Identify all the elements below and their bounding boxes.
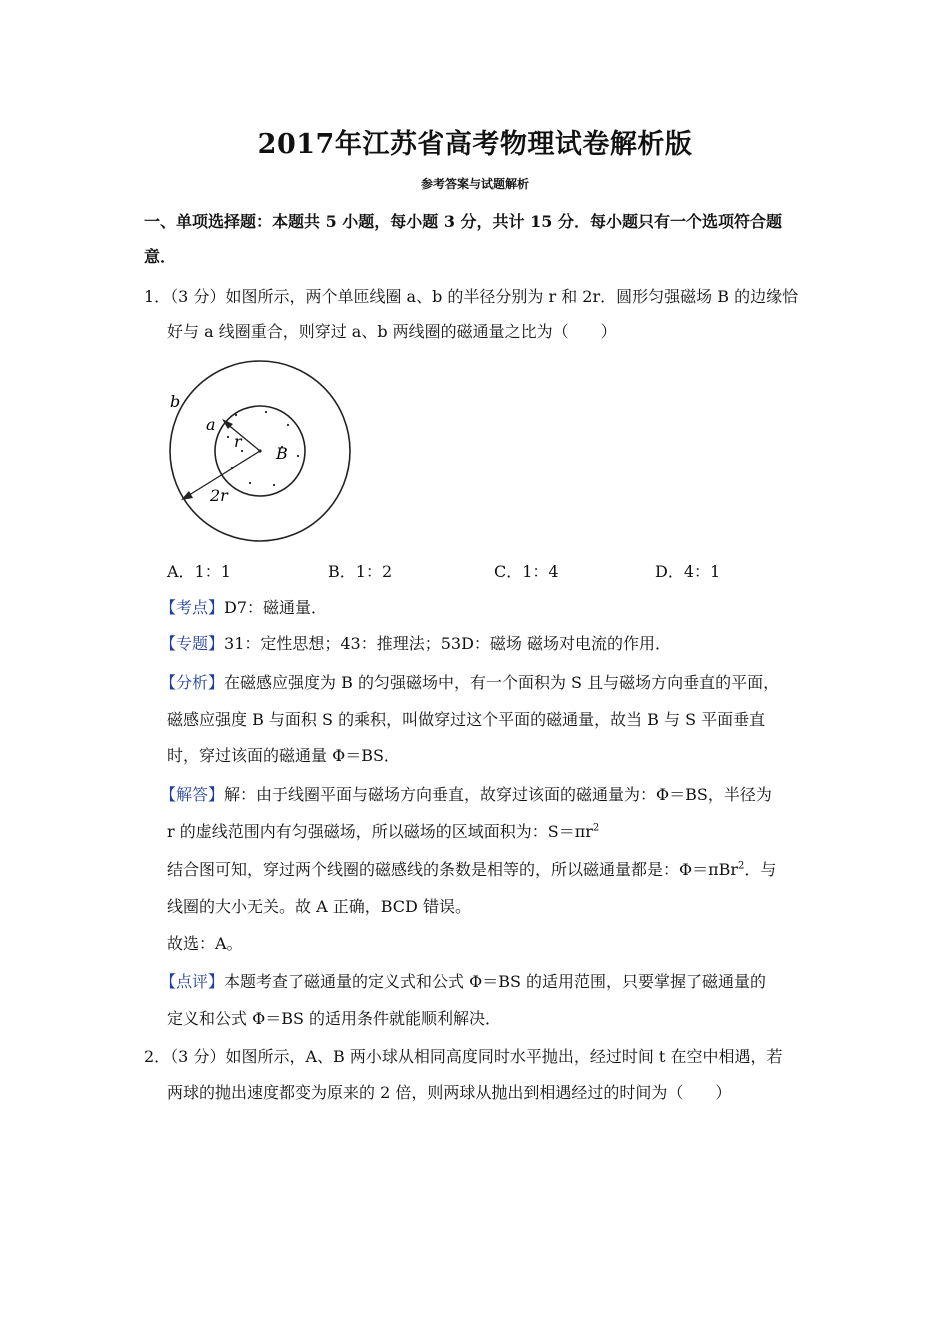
- question-2-line1: 2．（3 分）如图所示，A、B 两小球从相同高度同时水平抛出，经过时间 t 在空中相遇，若: [144, 1047, 783, 1066]
- section-heading-line2: 意．: [144, 247, 177, 266]
- fenxi-line2: 磁感应强度 B 与面积 S 的乘积，叫做穿过这个平面的磁通量，故当 B 与 S 平面垂直: [167, 710, 766, 729]
- kaodian-tag: 【考点】: [160, 598, 225, 617]
- fenxi-line1: [160, 673, 779, 693]
- jieda-sup-2: 2: [592, 822, 600, 834]
- coil-diagram: [162, 355, 362, 550]
- jieda-tag: 【解答】: [160, 785, 225, 804]
- jieda-line1: [160, 785, 772, 805]
- label-B: B: [276, 444, 288, 463]
- dianping-text-1: 本题考查了磁通量的定义式和公式 Φ＝BS 的适用范围，只要掌握了磁通量的: [224, 972, 767, 991]
- dianping-line2: 定义和公式 Φ＝BS 的适用条件就能顺利解决．: [167, 1009, 502, 1028]
- page-subtitle: 参考答案与试题解析: [420, 177, 529, 191]
- section-heading-line1: 一、单项选择题：本题共 5 小题，每小题 3 分，共计 15 分．每小题只有一个选项符合题: [144, 212, 782, 231]
- radius-2r-arrowhead: [181, 491, 193, 500]
- jieda-text-3b: ．与: [744, 860, 777, 879]
- option-b: B．1：2: [328, 562, 393, 581]
- dianping-line1: [160, 972, 766, 992]
- question-1-line2: 好与 a 线圈重合，则穿过 a、b 两线圈的磁通量之比为（ ）: [167, 322, 617, 341]
- zhuanti-line: [160, 634, 671, 654]
- label-a: a: [206, 415, 216, 434]
- label-r: r: [234, 432, 242, 451]
- answer-line: 故选：A。: [167, 934, 243, 953]
- label-b: b: [170, 392, 181, 411]
- zhuanti-text: 31：定性思想；43：推理法；53D：磁场 磁场对电流的作用．: [224, 634, 672, 653]
- jieda-text-3a: 结合图可知，穿过两个线圈的磁感线的条数是相等的，所以磁通量都是：Φ＝πBr: [167, 860, 739, 879]
- kaodian-line: [160, 598, 327, 618]
- jieda-text-2: r 的虚线范围内有匀强磁场，所以磁场的区域面积为：S＝πr: [167, 822, 593, 841]
- jieda-line4: 线圈的大小无关。故 A 正确，BCD 错误。: [167, 897, 471, 916]
- page-title: 2017年江苏省高考物理试卷解析版: [257, 129, 693, 160]
- dianping-tag: 【点评】: [160, 972, 225, 991]
- question-2-line2: 两球的抛出速度都变为原来的 2 倍，则两球从抛出到相遇经过的时间为（ ）: [167, 1083, 732, 1102]
- fenxi-text-1: 在磁感应强度为 B 的匀强磁场中，有一个面积为 S 且与磁场方向垂直的平面，: [224, 673, 780, 692]
- jieda-line3: [167, 860, 776, 880]
- option-c: C．1：4: [494, 562, 559, 581]
- option-d: D．4：1: [655, 562, 721, 581]
- zhuanti-tag: 【专题】: [160, 634, 225, 653]
- kaodian-text: D7：磁通量．: [224, 598, 328, 617]
- option-a: A．1：1: [167, 562, 231, 581]
- question-1-line1: 1．（3 分）如图所示，两个单匝线圈 a、b 的半径分别为 r 和 2r．圆形匀强磁场 B 的边缘恰: [144, 287, 799, 306]
- jieda-text-1: 解：由于线圈平面与磁场方向垂直，故穿过该面的磁通量为：Φ＝BS，半径为: [224, 785, 772, 804]
- jieda-line2: [167, 822, 599, 842]
- fenxi-tag: 【分析】: [160, 673, 225, 692]
- label-2r: 2r: [210, 486, 228, 505]
- jieda-sup-3: 2: [738, 860, 745, 872]
- radius-r-arrow: [226, 423, 260, 451]
- fenxi-line3: 时，穿过该面的磁通量 Φ＝BS．: [167, 746, 400, 765]
